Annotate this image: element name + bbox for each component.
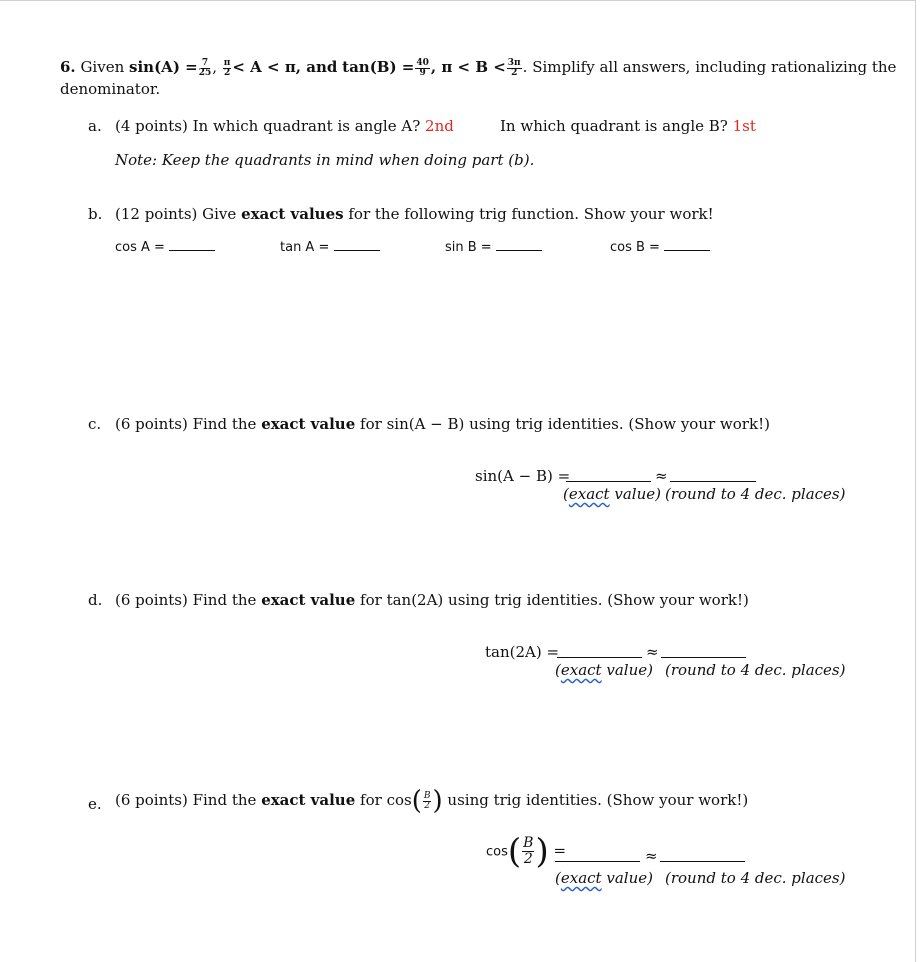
part-e-exact-label: (exact value) [555,869,653,887]
A-range-text: < A < π, and [232,58,338,76]
instruction-line2: denominator. [60,80,161,98]
sinB-answer-field[interactable]: sin B = [445,240,542,255]
cosB-answer-field[interactable]: cos B = [610,240,710,255]
part-d-rounded-blank[interactable] [661,643,746,662]
part-d-exact-blank[interactable] [557,643,642,662]
answer-quadrant-A: 2nd [425,117,454,135]
part-b-prompt: (12 points) Give exact values for the following trig function. Show your work! [115,205,714,223]
part-d-expression: tan(2A) = [485,643,560,661]
sinA-label: sin(A) = [129,58,198,76]
part-e-expression-fraction: $\frac{B}{2}$ [523,835,534,867]
B-range-text: , π < B < [430,58,506,76]
part-e-exact-blank[interactable] [555,847,640,866]
tanB-label: tan(B) = [342,58,415,76]
part-d-letter: d. [88,591,103,609]
part-c-prompt: (6 points) Find the exact value for sin(A − B) using trig identities. (Show your work!) [115,415,770,433]
part-e-prompt: (6 points) Find the exact value for cos( $\frac{B}{2}$ ) using trig identities. (Show your work!) [115,786,749,816]
tanA-answer-field[interactable]: tan A = [280,240,380,255]
part-c-approx-symbol: ≈ [655,467,668,485]
part-e-rounded-blank[interactable] [660,847,745,866]
part-d-round-label: (round to 4 dec. places) [665,661,846,679]
part-c-expression: sin(A − B) = [475,467,571,485]
part-c-exact-blank[interactable] [566,467,651,486]
part-e-prompt-fraction: $\frac{B}{2}$ [423,790,431,811]
tanB-fraction: $\frac{40}{9}$ [416,57,429,78]
part-c-round-label: (round to 4 dec. places) [665,485,846,503]
part-e-approx-symbol: ≈ [645,847,658,865]
part-c-letter: c. [88,415,102,433]
part-e-expression: cos( $\frac{B}{2}$ ) = [486,831,567,872]
part-e-letter: e. [88,795,102,813]
instruction-text: . Simplify all answers, including rationalizing the [522,58,897,76]
B-upper-bound-fraction: $\frac{3\pi}{2}$ [507,57,521,78]
answer-quadrant-B: 1st [732,117,756,135]
part-a-note: Note: Keep the quadrants in mind when doing part (b). [115,151,535,169]
part-c-exact-label: (exact value) [563,485,661,503]
part-b-letter: b. [88,205,103,223]
part-a-prompt-B: In which quadrant is angle B? 1st [500,117,756,135]
part-d-approx-symbol: ≈ [646,643,659,661]
given-word: Given [80,58,125,76]
part-a-prompt-A: (4 points) In which quadrant is angle A? 2nd [115,117,454,135]
cosA-answer-field[interactable]: cos A = [115,240,215,255]
part-d-prompt: (6 points) Find the exact value for tan(2A) using trig identities. (Show your work!) [115,591,749,609]
problem-number: 6. [60,58,76,76]
part-a-letter: a. [88,117,102,135]
problem-statement: 6. Given sin(A) = $\frac{7}{25}$ , $\frac{\pi}{2}$ < A < π, and tan(B) = $\frac{40}{9}$ , π < B < $\frac{3\pi}{2}$ . Simplify all answers, including rationalizing the [60,57,897,78]
part-e-round-label: (round to 4 dec. places) [665,869,846,887]
part-d-exact-label: (exact value) [555,661,653,679]
A-lower-bound-fraction: $\frac{\pi}{2}$ [223,57,231,78]
part-c-rounded-blank[interactable] [670,467,756,486]
sinA-fraction: $\frac{7}{25}$ [198,57,212,78]
